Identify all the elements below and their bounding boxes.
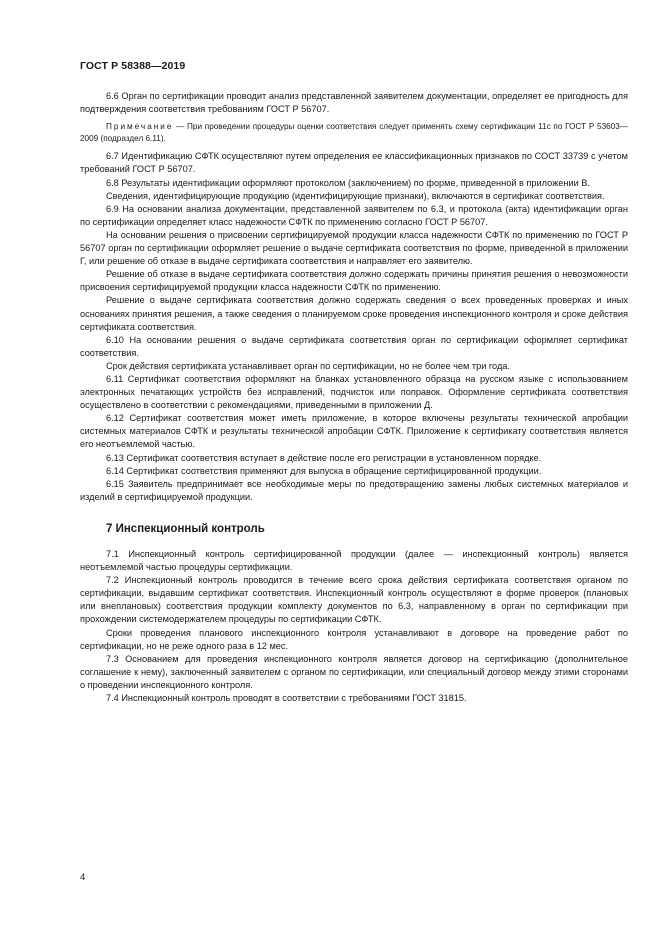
paragraph-7-4: 7.4 Инспекционный контроль проводят в соответствии с требованиями ГОСТ 31815.	[106, 693, 467, 704]
paragraph-6-9-b: На основании решения о присвоении сертифицируемой продукции класса надежности СФТК по применению по ГОСТ Р 56707 орган по сертификации оформляет решение о выдаче сертификата соответствия по форме, приведенной в приложении Г, или решение об отказе в выдаче сертификата соответствия и направляет его заявителю.	[80, 229, 628, 267]
document-body	[80, 90, 628, 705]
paragraph-6-8-b: Сведения, идентифицирующие продукцию (идентифицирующие признаки), включаются в сертификат соответствия.	[106, 190, 605, 201]
paragraph-6-8: 6.8 Результаты идентификации оформляют протоколом (заключением) по форме, приведенной в приложении В.	[106, 177, 590, 188]
paragraph-6-14: 6.14 Сертификат соответствия применяют для выпуска в обращение сертифицированной продукции.	[106, 465, 542, 476]
paragraph-6-15: 6.15 Заявитель предпринимает все необходимые меры по предотвращению замены любых системных материалов и изделий в сертифицируемой продукции.	[80, 478, 628, 502]
paragraph-6-9: 6.9 На основании анализа документации, представленной заявителем по 6.3, и протокола (акта) идентификации орган по сертификации определяет класс надежности СФТК по применению согласно ГОСТ Р 56707.	[80, 203, 628, 227]
document-header: ГОСТ Р 58388—2019	[80, 60, 186, 72]
paragraph-7-2: 7.2 Инспекционный контроль проводится в течение всего срока действия сертификата соответствия органом по сертификации, выдавшим сертификат соответствия. Инспекционный контроль осуществляют в форме проверок (плановых или внеплановых) соответствия продукции комплекту документов по 6.3, направленному в орган по сертификации при прохождении системодержателем процедуры по сертификации СФТК.	[80, 575, 628, 625]
note-text: — При проведении процедуры оценки соответствия следует применять схему сертификации 11с по ГОСТ Р 53603—2009 (подраздел 6.11).	[80, 122, 628, 143]
paragraph-6-6: 6.6 Орган по сертификации проводит анализ представленной заявителем документации, определяет ее пригодность для подтверждения соответствия требованиям ГОСТ Р 56707.	[80, 91, 628, 115]
paragraph-7-2-b: Сроки проведения планового инспекционного контроля устанавливают в договоре на проведение работ по сертификации, но не реже одного раза в 12 мес.	[80, 627, 628, 651]
paragraph-6-13: 6.13 Сертификат соответствия вступает в действие после его регистрации в установленном порядке.	[106, 452, 542, 463]
paragraph-6-12: 6.12 Сертификат соответствия может иметь приложение, в которое включены результаты технической апробации системных материалов СФТК и результаты технической апробации СФТК. Приложение к сертификату соответствия является его неотъемлемой частью.	[80, 413, 628, 450]
paragraph-6-11: 6.11 Сертификат соответствия оформляют на бланках установленного образца на русском языке с использованием электронных печатающих устройств без исправлений, подчисток или поправок. Оформление сертификата соответствия осуществлено в соответствии с рекомендациями, приведенными в приложении Д.	[80, 373, 628, 411]
section-7-title: 7 Инспекционный контроль	[106, 522, 265, 535]
paragraph-7-1: 7.1 Инспекционный контроль сертифицированной продукции (далее — инспекционный контроль) является неотъемлемой частью процедуры сертификации.	[80, 549, 628, 573]
note-paragraph	[80, 121, 628, 144]
paragraph-7-3: 7.3 Основанием для проведения инспекционного контроля является договор на сертификацию (дополнительное соглашение к нему), заключенный заявителем с органом по сертификации, или специальный договор между этими сторонами о проведении инспекционного контроля.	[80, 653, 628, 690]
paragraph-6-9-d: Решение о выдаче сертификата соответствия должно содержать сведения о всех проведенных проверках и иных основаниях принятия решения, а также сведения о планируемом сроке проведения инспекционного контроля и сроке действия сертификата соответствия.	[80, 295, 628, 332]
note-label: Примечание	[106, 122, 174, 132]
paragraph-6-10-b: Срок действия сертификата устанавливает орган по сертификации, но не более чем три года.	[106, 360, 510, 371]
paragraph-6-10: 6.10 На основании решения о выдаче сертификата соответствия орган по сертификации оформляет сертификат соответствия.	[80, 334, 628, 358]
paragraph-6-9-c: Решение об отказе в выдаче сертификата соответствия должно содержать причины принятия решения о невозможности присвоения сертифицируемой продукции класса надежности СФТК по применению.	[80, 269, 628, 293]
page-number: 4	[80, 872, 86, 883]
paragraph-6-7: 6.7 Идентификацию СФТК осуществляют путем определения ее классификационных признаков по СОСТ 33739 с учетом требований ГОСТ Р 56707.	[80, 151, 628, 175]
